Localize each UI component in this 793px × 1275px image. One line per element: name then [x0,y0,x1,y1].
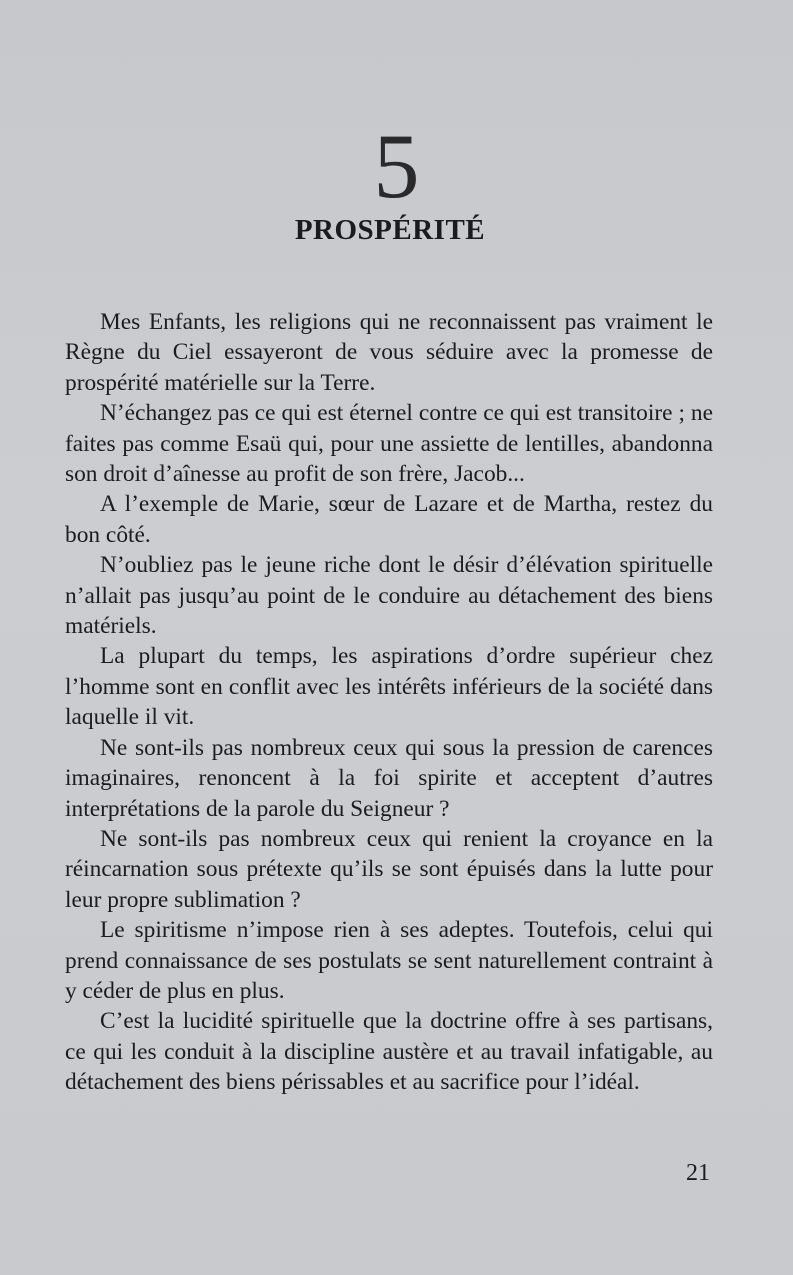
paragraph: Mes Enfants, les religions qui ne reconnaissent pas vraiment le Règne du Ciel essayeront de vous séduire avec la promesse de prospérité matérielle sur la Terre. [65,309,713,396]
paragraph: Le spiritisme n’impose rien à ses adeptes. Toutefois, celui qui prend connaissance de ses postulats se sent naturellement contraint à y céder de plus en plus. [65,917,713,1004]
chapter-body [65,307,713,1098]
paragraph: Ne sont-ils pas nombreux ceux qui renient la croyance en la réincarnation sous prétexte qu’ils se sont épuisés dans la lutte pour leur propre sublimation ? [65,825,713,913]
paragraph: N’échangez pas ce qui est éternel contre ce qui est transitoire ; ne faites pas comme Esaü qui, pour une assiette de lentilles, abandonna son droit d’aînesse au profit de son frère, Jacob... [65,400,713,488]
page-number: 21 [686,1160,710,1186]
paragraph: A l’exemple de Marie, sœur de Lazare et de Martha, restez du bon côté. [65,491,713,548]
paragraph: La plupart du temps, les aspirations d’ordre supérieur chez l’homme sont en conflit avec les intérêts inférieurs de la société dans laquelle il vit. [65,643,713,731]
paragraph: N’oubliez pas le jeune riche dont le désir d’élévation spirituelle n’allait pas jusqu’au point de le conduire au détachement des biens matériels. [65,552,713,640]
paragraph: Ne sont-ils pas nombreux ceux qui sous la pression de carences imaginaires, renoncent à la foi spirite et acceptent d’autres interprétations de la parole du Seigneur ? [65,734,713,822]
chapter-number: 5 [373,115,420,217]
paragraph: C’est la lucidité spirituelle que la doctrine offre à ses partisans, ce qui les conduit à la discipline austère et au travail infatigable, au détachement des biens périssables et au sacrifice pour l’idéal. [65,1008,713,1096]
chapter-title: PROSPÉRITÉ [294,214,486,246]
